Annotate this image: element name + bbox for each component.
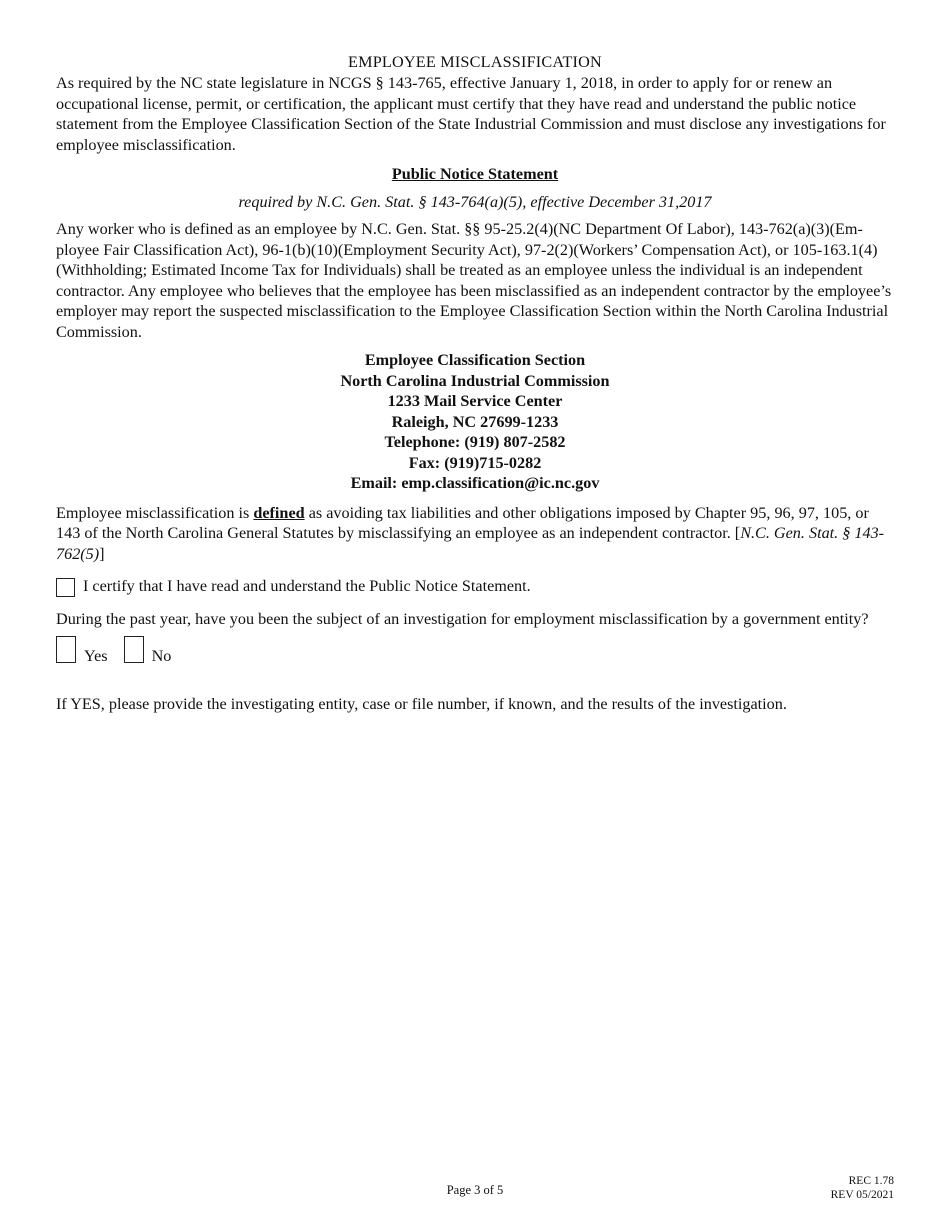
no-option [124, 636, 172, 663]
public-notice-body: Any worker who is defined as an employee by N.C. Gen. Stat. §§ 95-25.2(4)(NC Department Of Labor), 143-762(a)(3)(Employee Fair Classification Act), 96-1(b)(10)(Employment Security Act), 97-2(2)(Workers’ Compensation Act), or 105-163.1(4)(Withholding; Estimated Income Tax for Individuals) shall be treated as an employee unless the individual is an independent contractor. Any employee who believes that the employee has been misclassified as an independent contractor by the employee’s employer may report the suspected misclassification to the Employee Classification Section within the North Carolina Industrial Commission. [56, 220, 892, 341]
page-number: Page 3 of 5 [446, 1183, 504, 1197]
address-section-name: Employee Classification Section [364, 351, 586, 369]
certify-checkbox[interactable] [56, 578, 75, 597]
public-notice-citation: required by N.C. Gen. Stat. § 143-764(a)(5), effective December 31,2017 [238, 192, 712, 211]
definition-body: as avoiding tax liabilities and other obligations imposed by Chapter 95, 96, 97, 105, or 143 of the North Carolina General Statutes by misclassifying an employee as an independent contractor. [ [56, 503, 869, 542]
address-fax: Fax: (919)715-0282 [408, 453, 542, 472]
form-page [56, 52, 894, 715]
public-notice-heading: Public Notice Statement [391, 165, 559, 183]
contact-address-block [56, 350, 894, 494]
no-label: No [151, 646, 172, 665]
no-checkbox[interactable] [124, 636, 144, 663]
address-mail-center: 1233 Mail Service Center [387, 392, 563, 410]
intro-paragraph: As required by the NC state legislature in NCGS § 143-765, effective January 1, 2018, in order to apply for or renew an occupational license, permit, or certification, the applicant must certify that they have read and understand the public notice statement from the Employee Classification Section of the State Industrial Commission and must disclose any investigations for employee misclassification. [56, 74, 886, 154]
certify-row [56, 576, 894, 597]
definition-lead: Employee misclassification is [56, 503, 254, 522]
form-revision [831, 1174, 894, 1202]
definition-close: ] [99, 544, 105, 563]
address-city-state-zip: Raleigh, NC 27699-1233 [391, 412, 559, 431]
investigation-answer-group [56, 636, 894, 663]
certify-label: I certify that I have read and understand the Public Notice Statement. [83, 577, 531, 595]
definition-citation: N.C. Gen. Stat. § 143-762(5) [56, 524, 885, 563]
revision-date: REV 05/2021 [830, 1189, 894, 1201]
investigation-question: During the past year, have you been the subject of an investigation for employment misclassification by a government entity? [56, 609, 869, 628]
yes-option [56, 636, 108, 663]
misclassification-definition [56, 503, 894, 565]
definition-keyword: defined [253, 503, 305, 522]
yes-label: Yes [84, 646, 108, 665]
address-commission-name: North Carolina Industrial Commission [340, 371, 610, 390]
address-telephone: Telephone: (919) 807-2582 [384, 433, 566, 451]
page-title: EMPLOYEE MISCLASSIFICATION [348, 53, 602, 71]
address-email: Email: emp.classification@ic.nc.gov [350, 474, 600, 492]
if-yes-instructions: If YES, please provide the investigating entity, case or file number, if known, and the results of the investigation. [56, 695, 787, 713]
yes-checkbox[interactable] [56, 636, 76, 663]
form-number: REC 1.78 [848, 1175, 894, 1187]
